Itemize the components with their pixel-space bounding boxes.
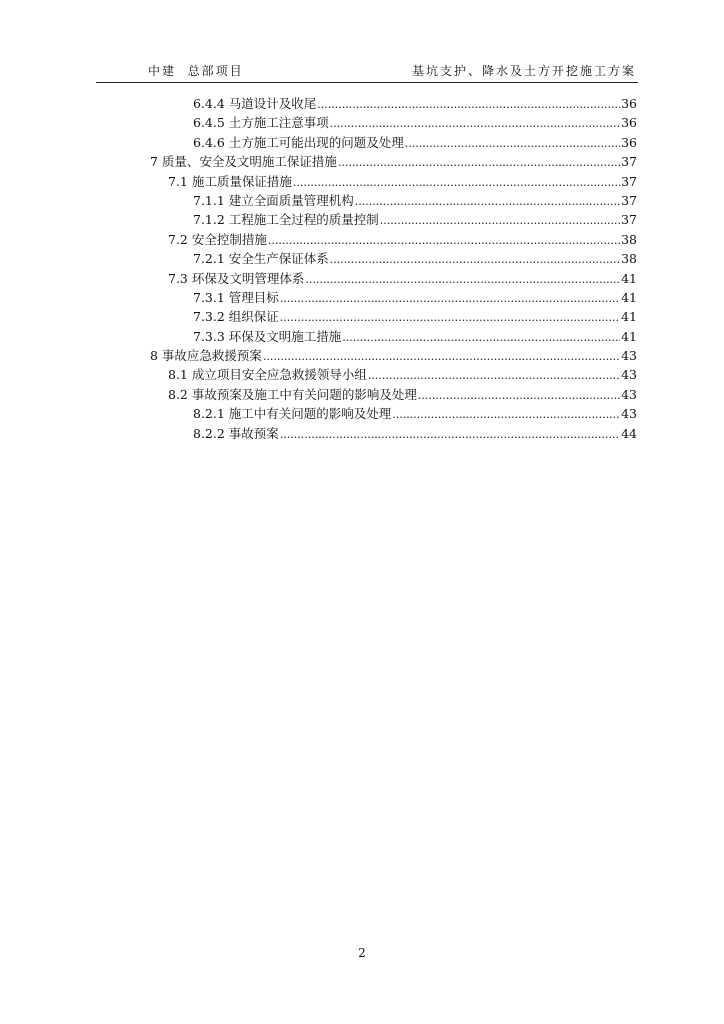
toc-dot-leader — [305, 270, 620, 289]
toc-entry-title: 8 事故应急救援预案 — [150, 348, 262, 364]
toc-dot-leader — [338, 153, 620, 172]
toc-entry-page: 41 — [621, 270, 637, 286]
toc-entry-page: 41 — [621, 309, 637, 325]
toc-entry-title: 7 质量、安全及文明施工保证措施 — [150, 154, 337, 170]
toc-entry[interactable] — [150, 230, 637, 249]
header-document-title: 基坑支护、降水及土方开挖施工方案 — [411, 64, 636, 78]
toc-entry-page: 36 — [621, 96, 637, 111]
toc-dot-leader — [405, 134, 620, 153]
toc-entry-title: 8.2 事故预案及施工中有关问题的影响及处理 — [168, 386, 417, 402]
page-header — [96, 60, 638, 83]
toc-entry-page: 37 — [621, 154, 637, 170]
toc-entry-page: 43 — [621, 386, 637, 402]
toc-entry[interactable] — [150, 249, 637, 268]
toc-entry-title: 6.4.4 马道设计及收尾 — [193, 96, 317, 111]
toc-entry[interactable] — [150, 288, 637, 307]
toc-entry-page: 41 — [621, 328, 637, 344]
toc-entry-title: 7.1.2 工程施工全过程的质量控制 — [193, 212, 379, 228]
toc-entry-page: 43 — [621, 406, 637, 422]
toc-entry[interactable] — [150, 365, 637, 384]
toc-entry[interactable] — [150, 191, 637, 210]
toc-dot-leader — [368, 366, 620, 385]
toc-dot-leader — [268, 231, 620, 250]
toc-entry[interactable] — [150, 210, 637, 229]
toc-entry-title: 8.1 成立项目安全应急救援领导小组 — [168, 367, 367, 383]
toc-entry-title: 7.1.1 建立全面质量管理机构 — [193, 192, 354, 208]
toc-entry[interactable] — [150, 152, 637, 171]
toc-entry-page: 37 — [621, 212, 637, 228]
toc-dot-leader — [280, 425, 620, 444]
toc-entry-title: 6.4.5 土方施工注意事项 — [193, 115, 329, 131]
toc-entry-title: 6.4.6 土方施工可能出现的问题及处理 — [193, 134, 404, 150]
toc-dot-leader — [280, 289, 620, 308]
toc-entry[interactable] — [150, 307, 637, 326]
toc-dot-leader — [317, 95, 620, 114]
toc-dot-leader — [418, 386, 620, 405]
toc-entry-page: 41 — [621, 289, 637, 305]
toc-entry-title: 7.1 施工质量保证措施 — [168, 173, 292, 189]
header-company-project: 中建 总部项目 — [148, 64, 244, 78]
table-of-contents — [150, 94, 637, 443]
toc-entry[interactable] — [150, 404, 637, 423]
toc-dot-leader — [380, 211, 620, 230]
toc-dot-leader — [330, 250, 620, 269]
toc-entry[interactable] — [150, 94, 637, 113]
toc-entry[interactable] — [150, 346, 637, 365]
toc-entry-page: 37 — [621, 192, 637, 208]
toc-entry-page: 36 — [621, 134, 637, 150]
toc-entry-page: 38 — [621, 231, 637, 247]
toc-entry-title: 7.3.1 管理目标 — [193, 289, 279, 305]
toc-dot-leader — [280, 308, 620, 327]
toc-dot-leader — [355, 192, 620, 211]
toc-dot-leader — [392, 405, 620, 424]
toc-entry[interactable] — [150, 327, 637, 346]
toc-dot-leader — [263, 347, 620, 366]
toc-entry-title: 7.2.1 安全生产保证体系 — [193, 251, 329, 267]
toc-entry[interactable] — [150, 385, 637, 404]
toc-entry-title: 7.3 环保及文明管理体系 — [168, 270, 305, 286]
toc-entry-page: 44 — [621, 425, 637, 441]
toc-entry-title: 7.3.3 环保及文明施工措施 — [193, 328, 342, 344]
toc-entry-title: 7.3.2 组织保证 — [193, 309, 279, 325]
page-number: 2 — [358, 946, 366, 960]
toc-entry-page: 36 — [621, 115, 637, 131]
toc-entry-page: 38 — [621, 251, 637, 267]
toc-entry-page: 43 — [621, 367, 637, 383]
toc-entry[interactable] — [150, 113, 637, 132]
toc-entry-title: 7.2 安全控制措施 — [168, 231, 267, 247]
toc-entry-page: 37 — [621, 173, 637, 189]
toc-entry-page: 43 — [621, 348, 637, 364]
toc-entry[interactable] — [150, 424, 637, 443]
toc-entry[interactable] — [150, 133, 637, 152]
toc-entry[interactable] — [150, 172, 637, 191]
toc-entry-title: 8.2.2 事故预案 — [193, 425, 279, 441]
toc-dot-leader — [342, 328, 620, 347]
toc-dot-leader — [293, 173, 620, 192]
toc-dot-leader — [330, 114, 620, 133]
toc-entry[interactable] — [150, 269, 637, 288]
toc-entry-title: 8.2.1 施工中有关问题的影响及处理 — [193, 406, 392, 422]
